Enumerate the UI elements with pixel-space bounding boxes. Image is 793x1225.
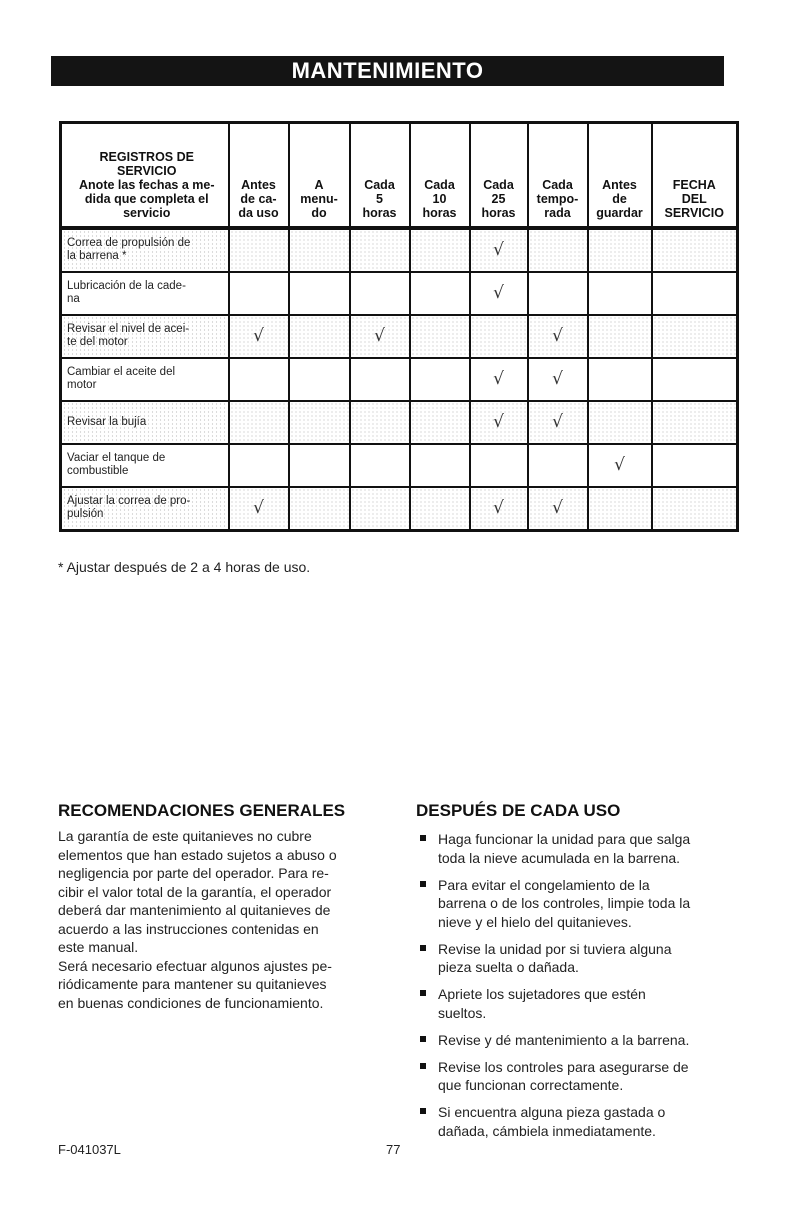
check-cell <box>588 272 652 315</box>
check-cell <box>229 272 289 315</box>
check-cell <box>350 487 410 531</box>
date-cell <box>652 444 738 487</box>
table-header-row <box>61 123 738 228</box>
header-every-25-hours: Cada 25 horas <box>470 123 528 228</box>
header-before-storage: Antes de guardar <box>588 123 652 228</box>
date-cell <box>652 315 738 358</box>
check-cell <box>350 272 410 315</box>
task-cell: Lubricación de la cade- na <box>61 272 229 315</box>
header-before-each-use: Antes de ca- da uso <box>229 123 289 228</box>
document-code: F-041037L <box>58 1142 121 1157</box>
list-item: Si encuentra alguna pieza gastada o dañada, cámbiela inmediatamente. <box>416 1103 736 1140</box>
list-item: Revise la unidad por si tuviera alguna pieza suelta o dañada. <box>416 940 736 977</box>
header-often: A menu- do <box>289 123 350 228</box>
check-cell <box>289 358 350 401</box>
check-cell <box>588 228 652 272</box>
table-footnote: * Ajustar después de 2 a 4 horas de uso. <box>58 559 311 575</box>
check-cell <box>410 228 470 272</box>
check-cell <box>410 315 470 358</box>
list-item: Revise y dé mantenimiento a la barrena. <box>416 1031 736 1050</box>
task-cell: Correa de propulsión de la barrena * <box>61 228 229 272</box>
table-row <box>61 401 738 444</box>
list-item: Para evitar el congelamiento de la barrena o de los controles, limpie toda la nieve y el hielo del quitanieves. <box>416 876 736 932</box>
list-item: Revise los controles para asegurarse de que funcionan correctamente. <box>416 1058 736 1095</box>
check-cell: √ <box>229 315 289 358</box>
check-cell <box>289 228 350 272</box>
check-cell <box>410 487 470 531</box>
task-cell: Vaciar el tanque de combustible <box>61 444 229 487</box>
check-cell: √ <box>470 358 528 401</box>
check-cell <box>289 444 350 487</box>
check-cell: √ <box>470 487 528 531</box>
check-cell <box>289 487 350 531</box>
page-number: 77 <box>386 1142 401 1157</box>
check-cell <box>350 358 410 401</box>
general-recommendations-heading: RECOMENDACIONES GENERALES <box>58 801 346 820</box>
header-service-date: FECHA DEL SERVICIO <box>652 123 738 228</box>
date-cell <box>652 401 738 444</box>
check-cell <box>350 401 410 444</box>
after-each-use-list <box>416 830 736 1149</box>
check-cell <box>410 358 470 401</box>
check-cell: √ <box>528 358 588 401</box>
check-cell <box>470 444 528 487</box>
check-cell: √ <box>470 272 528 315</box>
header-every-5-hours: Cada 5 horas <box>350 123 410 228</box>
page-title-banner: MANTENIMIENTO <box>51 56 724 86</box>
check-cell <box>470 315 528 358</box>
check-cell <box>350 228 410 272</box>
check-cell: √ <box>350 315 410 358</box>
check-cell <box>229 401 289 444</box>
maintenance-schedule-table <box>59 121 739 532</box>
header-every-season: Cada tempo- rada <box>528 123 588 228</box>
check-cell <box>289 315 350 358</box>
task-cell: Cambiar el aceite del motor <box>61 358 229 401</box>
table-row <box>61 358 738 401</box>
check-cell: √ <box>528 487 588 531</box>
check-cell <box>410 444 470 487</box>
list-item: Haga funcionar la unidad para que salga toda la nieve acumulada en la barrena. <box>416 830 736 867</box>
date-cell <box>652 358 738 401</box>
check-cell: √ <box>528 401 588 444</box>
check-cell: √ <box>528 315 588 358</box>
check-cell <box>588 401 652 444</box>
after-each-use-heading: DESPUÉS DE CADA USO <box>416 801 621 820</box>
task-cell: Revisar el nivel de acei- te del motor <box>61 315 229 358</box>
table-row <box>61 272 738 315</box>
check-cell <box>588 315 652 358</box>
check-cell <box>588 358 652 401</box>
check-cell <box>229 358 289 401</box>
header-service-records: REGISTROS DE SERVICIO Anote las fechas a me- dida que completa el servicio <box>61 123 229 228</box>
task-cell: Ajustar la correa de pro- pulsión <box>61 487 229 531</box>
check-cell: √ <box>588 444 652 487</box>
check-cell <box>229 228 289 272</box>
table-row <box>61 228 738 272</box>
check-cell <box>289 401 350 444</box>
check-cell: √ <box>229 487 289 531</box>
date-cell <box>652 228 738 272</box>
paragraph: Será necesario efectuar algunos ajustes pe- riódicamente para mantener su quitanieves en buenas condiciones de funcionamiento. <box>58 957 332 1011</box>
check-cell <box>410 272 470 315</box>
table-row <box>61 444 738 487</box>
paragraph: La garantía de este quitanieves no cubre elementos que han estado sujetos a abuso o negligencia por parte del operador. Para re- cibir el valor total de la garantía, el operador deberá dar mantenimiento al quitanieves de acuerdo a las instrucciones contenidas en este manual. <box>58 828 337 955</box>
table-row <box>61 315 738 358</box>
check-cell: √ <box>470 401 528 444</box>
check-cell <box>528 444 588 487</box>
check-cell <box>350 444 410 487</box>
check-cell: √ <box>470 228 528 272</box>
date-cell <box>652 272 738 315</box>
date-cell <box>652 487 738 531</box>
table-row <box>61 487 738 531</box>
general-recommendations-text <box>58 827 398 1012</box>
check-cell <box>528 228 588 272</box>
check-cell <box>528 272 588 315</box>
check-cell <box>588 487 652 531</box>
header-every-10-hours: Cada 10 horas <box>410 123 470 228</box>
task-cell: Revisar la bujía <box>61 401 229 444</box>
check-cell <box>229 444 289 487</box>
check-cell <box>289 272 350 315</box>
check-cell <box>410 401 470 444</box>
list-item: Apriete los sujetadores que estén sueltos. <box>416 985 736 1022</box>
